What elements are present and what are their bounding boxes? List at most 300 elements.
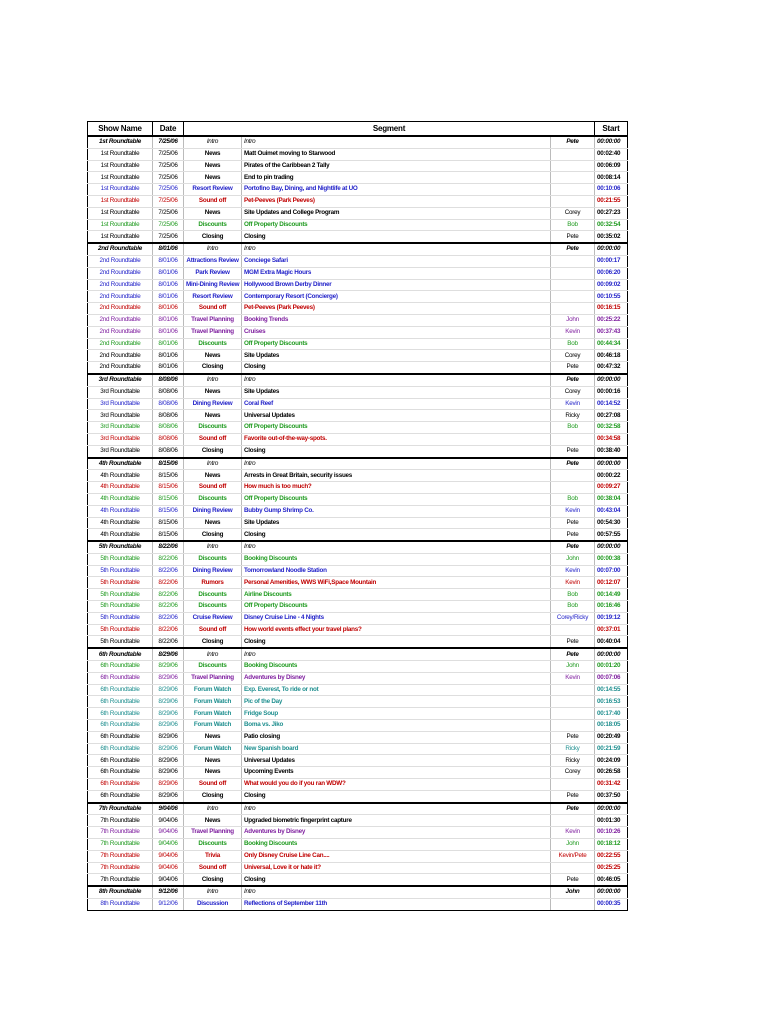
- host-cell[interactable]: Kevin: [551, 326, 595, 338]
- segment-cell[interactable]: Pirates of the Caribbean 2 Tally: [242, 160, 551, 172]
- show-name-cell[interactable]: 1st Roundtable: [88, 231, 153, 243]
- category-cell[interactable]: Travel Planning: [184, 672, 242, 684]
- start-time-cell[interactable]: 00:19:12: [595, 612, 628, 624]
- segment-cell[interactable]: End to pin trading: [242, 172, 551, 184]
- host-cell[interactable]: Pete: [551, 243, 595, 255]
- host-cell[interactable]: John: [551, 661, 595, 673]
- date-cell[interactable]: 8/08/06: [153, 386, 184, 398]
- host-cell[interactable]: Bob: [551, 219, 595, 231]
- date-cell[interactable]: 8/22/06: [153, 565, 184, 577]
- host-cell[interactable]: Pete: [551, 648, 595, 660]
- segment-cell[interactable]: Universal Updates: [242, 755, 551, 767]
- category-cell[interactable]: News: [184, 172, 242, 184]
- category-cell[interactable]: Closing: [184, 874, 242, 886]
- category-cell[interactable]: News: [184, 755, 242, 767]
- start-time-cell[interactable]: 00:10:26: [595, 827, 628, 839]
- host-cell[interactable]: Kevin: [551, 672, 595, 684]
- start-time-cell[interactable]: 00:37:50: [595, 790, 628, 802]
- segment-cell[interactable]: Favorite out-of-the-way-spots.: [242, 433, 551, 445]
- show-name-cell[interactable]: 1st Roundtable: [88, 148, 153, 160]
- category-cell[interactable]: Forum Watch: [184, 684, 242, 696]
- start-time-cell[interactable]: 00:35:02: [595, 231, 628, 243]
- start-time-cell[interactable]: 00:32:54: [595, 219, 628, 231]
- host-cell[interactable]: [551, 720, 595, 732]
- segment-cell[interactable]: Off Property Discounts: [242, 601, 551, 613]
- date-cell[interactable]: 8/29/06: [153, 790, 184, 802]
- show-name-cell[interactable]: 1st Roundtable: [88, 195, 153, 207]
- segment-cell[interactable]: Intro: [242, 458, 551, 470]
- start-time-cell[interactable]: 00:38:04: [595, 493, 628, 505]
- category-cell[interactable]: News: [184, 148, 242, 160]
- segment-cell[interactable]: Only Disney Cruise Line Can....: [242, 850, 551, 862]
- segment-cell[interactable]: Off Property Discounts: [242, 219, 551, 231]
- date-cell[interactable]: 8/22/06: [153, 541, 184, 553]
- category-cell[interactable]: News: [184, 517, 242, 529]
- show-name-cell[interactable]: 3rd Roundtable: [88, 374, 153, 386]
- date-cell[interactable]: 8/15/06: [153, 482, 184, 494]
- date-cell[interactable]: 7/25/06: [153, 219, 184, 231]
- date-cell[interactable]: 8/29/06: [153, 731, 184, 743]
- host-cell[interactable]: John: [551, 839, 595, 851]
- host-cell[interactable]: Bob: [551, 493, 595, 505]
- host-cell[interactable]: [551, 862, 595, 874]
- date-cell[interactable]: 8/29/06: [153, 684, 184, 696]
- segment-cell[interactable]: Arrests in Great Britain, security issues: [242, 470, 551, 482]
- host-cell[interactable]: [551, 708, 595, 720]
- start-time-cell[interactable]: 00:20:49: [595, 731, 628, 743]
- date-cell[interactable]: 8/22/06: [153, 601, 184, 613]
- category-cell[interactable]: Discounts: [184, 422, 242, 434]
- show-name-cell[interactable]: 2nd Roundtable: [88, 279, 153, 291]
- host-cell[interactable]: Pete: [551, 231, 595, 243]
- host-cell[interactable]: [551, 779, 595, 791]
- start-time-cell[interactable]: 00:47:32: [595, 362, 628, 374]
- date-cell[interactable]: 8/15/06: [153, 458, 184, 470]
- category-cell[interactable]: News: [184, 207, 242, 219]
- segment-cell[interactable]: Off Property Discounts: [242, 422, 551, 434]
- start-time-cell[interactable]: 00:00:00: [595, 374, 628, 386]
- category-cell[interactable]: Sound off: [184, 303, 242, 315]
- show-name-cell[interactable]: 8th Roundtable: [88, 886, 153, 898]
- segment-cell[interactable]: Intro: [242, 886, 551, 898]
- segment-cell[interactable]: Matt Ouimet moving to Starwood: [242, 148, 551, 160]
- show-name-cell[interactable]: 3rd Roundtable: [88, 410, 153, 422]
- show-name-cell[interactable]: 2nd Roundtable: [88, 267, 153, 279]
- start-time-cell[interactable]: 00:00:00: [595, 886, 628, 898]
- date-cell[interactable]: 8/29/06: [153, 648, 184, 660]
- category-cell[interactable]: Discounts: [184, 219, 242, 231]
- category-cell[interactable]: Resort Review: [184, 291, 242, 303]
- category-cell[interactable]: News: [184, 160, 242, 172]
- segment-cell[interactable]: Adventures by Disney: [242, 827, 551, 839]
- segment-cell[interactable]: Site Updates: [242, 517, 551, 529]
- show-name-cell[interactable]: 6th Roundtable: [88, 696, 153, 708]
- header-segment[interactable]: Segment: [184, 122, 595, 137]
- start-time-cell[interactable]: 00:00:00: [595, 458, 628, 470]
- date-cell[interactable]: 7/25/06: [153, 207, 184, 219]
- show-name-cell[interactable]: 6th Roundtable: [88, 661, 153, 673]
- segment-cell[interactable]: Booking Discounts: [242, 839, 551, 851]
- category-cell[interactable]: News: [184, 410, 242, 422]
- date-cell[interactable]: 8/01/06: [153, 350, 184, 362]
- category-cell[interactable]: Travel Planning: [184, 326, 242, 338]
- host-cell[interactable]: Bob: [551, 422, 595, 434]
- start-time-cell[interactable]: 00:16:15: [595, 303, 628, 315]
- category-cell[interactable]: News: [184, 350, 242, 362]
- segment-cell[interactable]: Disney Cruise Line - 4 Nights: [242, 612, 551, 624]
- segment-cell[interactable]: Boma vs. Jiko: [242, 720, 551, 732]
- category-cell[interactable]: Discounts: [184, 553, 242, 565]
- date-cell[interactable]: 7/25/06: [153, 231, 184, 243]
- host-cell[interactable]: Pete: [551, 362, 595, 374]
- start-time-cell[interactable]: 00:25:22: [595, 314, 628, 326]
- segment-cell[interactable]: Closing: [242, 445, 551, 457]
- host-cell[interactable]: [551, 255, 595, 267]
- date-cell[interactable]: 8/22/06: [153, 624, 184, 636]
- date-cell[interactable]: 9/04/06: [153, 862, 184, 874]
- category-cell[interactable]: News: [184, 767, 242, 779]
- category-cell[interactable]: Forum Watch: [184, 696, 242, 708]
- segment-cell[interactable]: Bubby Gump Shrimp Co.: [242, 505, 551, 517]
- category-cell[interactable]: Discounts: [184, 661, 242, 673]
- start-time-cell[interactable]: 00:16:46: [595, 601, 628, 613]
- host-cell[interactable]: Corey: [551, 207, 595, 219]
- segment-cell[interactable]: Portofino Bay, Dining, and Nightlife at UO: [242, 184, 551, 196]
- show-name-cell[interactable]: 8th Roundtable: [88, 899, 153, 911]
- category-cell[interactable]: Intro: [184, 243, 242, 255]
- show-name-cell[interactable]: 4th Roundtable: [88, 482, 153, 494]
- date-cell[interactable]: 9/04/06: [153, 839, 184, 851]
- host-cell[interactable]: [551, 148, 595, 160]
- date-cell[interactable]: 8/01/06: [153, 267, 184, 279]
- category-cell[interactable]: Discussion: [184, 899, 242, 911]
- show-name-cell[interactable]: 1st Roundtable: [88, 160, 153, 172]
- date-cell[interactable]: 8/01/06: [153, 255, 184, 267]
- start-time-cell[interactable]: 00:00:00: [595, 541, 628, 553]
- segment-cell[interactable]: Coral Reef: [242, 398, 551, 410]
- start-time-cell[interactable]: 00:18:12: [595, 839, 628, 851]
- show-name-cell[interactable]: 5th Roundtable: [88, 565, 153, 577]
- date-cell[interactable]: 9/12/06: [153, 899, 184, 911]
- date-cell[interactable]: 8/08/06: [153, 433, 184, 445]
- category-cell[interactable]: Forum Watch: [184, 743, 242, 755]
- start-time-cell[interactable]: 00:37:01: [595, 624, 628, 636]
- show-name-cell[interactable]: 4th Roundtable: [88, 517, 153, 529]
- start-time-cell[interactable]: 00:14:49: [595, 589, 628, 601]
- date-cell[interactable]: 8/29/06: [153, 696, 184, 708]
- start-time-cell[interactable]: 00:00:16: [595, 386, 628, 398]
- show-name-cell[interactable]: 2nd Roundtable: [88, 291, 153, 303]
- category-cell[interactable]: Forum Watch: [184, 720, 242, 732]
- start-time-cell[interactable]: 00:24:09: [595, 755, 628, 767]
- category-cell[interactable]: Intro: [184, 803, 242, 815]
- host-cell[interactable]: [551, 470, 595, 482]
- start-time-cell[interactable]: 00:54:30: [595, 517, 628, 529]
- date-cell[interactable]: 7/25/06: [153, 148, 184, 160]
- header-show-name[interactable]: Show Name: [88, 122, 153, 137]
- host-cell[interactable]: [551, 184, 595, 196]
- date-cell[interactable]: 8/01/06: [153, 338, 184, 350]
- host-cell[interactable]: Pete: [551, 445, 595, 457]
- show-name-cell[interactable]: 2nd Roundtable: [88, 350, 153, 362]
- show-name-cell[interactable]: 6th Roundtable: [88, 672, 153, 684]
- date-cell[interactable]: 8/01/06: [153, 291, 184, 303]
- show-name-cell[interactable]: 7th Roundtable: [88, 850, 153, 862]
- start-time-cell[interactable]: 00:00:00: [595, 648, 628, 660]
- segment-cell[interactable]: Site Updates and College Program: [242, 207, 551, 219]
- segment-cell[interactable]: Exp. Everest, To ride or not: [242, 684, 551, 696]
- show-name-cell[interactable]: 7th Roundtable: [88, 827, 153, 839]
- show-name-cell[interactable]: 2nd Roundtable: [88, 338, 153, 350]
- host-cell[interactable]: Pete: [551, 636, 595, 648]
- host-cell[interactable]: Ricky: [551, 755, 595, 767]
- host-cell[interactable]: [551, 899, 595, 911]
- category-cell[interactable]: Park Review: [184, 267, 242, 279]
- segment-cell[interactable]: Booking Trends: [242, 314, 551, 326]
- show-name-cell[interactable]: 7th Roundtable: [88, 803, 153, 815]
- show-name-cell[interactable]: 1st Roundtable: [88, 184, 153, 196]
- host-cell[interactable]: John: [551, 314, 595, 326]
- segment-cell[interactable]: Site Updates: [242, 386, 551, 398]
- show-name-cell[interactable]: 5th Roundtable: [88, 589, 153, 601]
- host-cell[interactable]: Kevin: [551, 505, 595, 517]
- host-cell[interactable]: Kevin: [551, 577, 595, 589]
- category-cell[interactable]: Rumors: [184, 577, 242, 589]
- show-name-cell[interactable]: 2nd Roundtable: [88, 303, 153, 315]
- host-cell[interactable]: [551, 279, 595, 291]
- start-time-cell[interactable]: 00:10:06: [595, 184, 628, 196]
- show-name-cell[interactable]: 6th Roundtable: [88, 648, 153, 660]
- segment-cell[interactable]: Airline Discounts: [242, 589, 551, 601]
- segment-cell[interactable]: Intro: [242, 136, 551, 148]
- start-time-cell[interactable]: 00:26:58: [595, 767, 628, 779]
- date-cell[interactable]: 8/29/06: [153, 672, 184, 684]
- date-cell[interactable]: 8/22/06: [153, 589, 184, 601]
- segment-cell[interactable]: Intro: [242, 243, 551, 255]
- show-name-cell[interactable]: 2nd Roundtable: [88, 255, 153, 267]
- date-cell[interactable]: 8/29/06: [153, 708, 184, 720]
- host-cell[interactable]: [551, 624, 595, 636]
- start-time-cell[interactable]: 00:00:17: [595, 255, 628, 267]
- host-cell[interactable]: Bob: [551, 338, 595, 350]
- date-cell[interactable]: 8/08/06: [153, 374, 184, 386]
- show-name-cell[interactable]: 5th Roundtable: [88, 601, 153, 613]
- host-cell[interactable]: Pete: [551, 136, 595, 148]
- show-name-cell[interactable]: 6th Roundtable: [88, 743, 153, 755]
- show-name-cell[interactable]: 6th Roundtable: [88, 720, 153, 732]
- host-cell[interactable]: [551, 195, 595, 207]
- category-cell[interactable]: Intro: [184, 458, 242, 470]
- category-cell[interactable]: News: [184, 731, 242, 743]
- date-cell[interactable]: 8/15/06: [153, 493, 184, 505]
- date-cell[interactable]: 9/04/06: [153, 850, 184, 862]
- segment-cell[interactable]: Closing: [242, 231, 551, 243]
- show-name-cell[interactable]: 6th Roundtable: [88, 731, 153, 743]
- start-time-cell[interactable]: 00:21:59: [595, 743, 628, 755]
- show-name-cell[interactable]: 6th Roundtable: [88, 790, 153, 802]
- host-cell[interactable]: [551, 267, 595, 279]
- category-cell[interactable]: Forum Watch: [184, 708, 242, 720]
- host-cell[interactable]: Pete: [551, 790, 595, 802]
- date-cell[interactable]: 8/08/06: [153, 445, 184, 457]
- host-cell[interactable]: Kevin: [551, 565, 595, 577]
- start-time-cell[interactable]: 00:14:55: [595, 684, 628, 696]
- date-cell[interactable]: 8/15/06: [153, 529, 184, 541]
- segment-cell[interactable]: Adventures by Disney: [242, 672, 551, 684]
- host-cell[interactable]: Ricky: [551, 743, 595, 755]
- date-cell[interactable]: 9/04/06: [153, 874, 184, 886]
- date-cell[interactable]: 9/04/06: [153, 827, 184, 839]
- host-cell[interactable]: Pete: [551, 803, 595, 815]
- show-name-cell[interactable]: 2nd Roundtable: [88, 243, 153, 255]
- start-time-cell[interactable]: 00:25:25: [595, 862, 628, 874]
- host-cell[interactable]: Corey: [551, 767, 595, 779]
- segment-cell[interactable]: How world events effect your travel plans?: [242, 624, 551, 636]
- date-cell[interactable]: 8/29/06: [153, 661, 184, 673]
- category-cell[interactable]: Travel Planning: [184, 827, 242, 839]
- date-cell[interactable]: 8/15/06: [153, 505, 184, 517]
- segment-cell[interactable]: Personal Amenities, WWS WiFi,Space Mountain: [242, 577, 551, 589]
- start-time-cell[interactable]: 00:14:52: [595, 398, 628, 410]
- category-cell[interactable]: Dining Review: [184, 565, 242, 577]
- date-cell[interactable]: 8/08/06: [153, 398, 184, 410]
- show-name-cell[interactable]: 5th Roundtable: [88, 553, 153, 565]
- category-cell[interactable]: Closing: [184, 790, 242, 802]
- host-cell[interactable]: Pete: [551, 517, 595, 529]
- segment-cell[interactable]: Pic of the Day: [242, 696, 551, 708]
- category-cell[interactable]: Intro: [184, 136, 242, 148]
- date-cell[interactable]: 8/01/06: [153, 303, 184, 315]
- segment-cell[interactable]: Closing: [242, 874, 551, 886]
- header-date[interactable]: Date: [153, 122, 184, 137]
- start-time-cell[interactable]: 00:37:43: [595, 326, 628, 338]
- category-cell[interactable]: Intro: [184, 648, 242, 660]
- date-cell[interactable]: 8/01/06: [153, 279, 184, 291]
- start-time-cell[interactable]: 00:00:00: [595, 243, 628, 255]
- start-time-cell[interactable]: 00:06:09: [595, 160, 628, 172]
- show-name-cell[interactable]: 7th Roundtable: [88, 839, 153, 851]
- host-cell[interactable]: [551, 815, 595, 827]
- date-cell[interactable]: 8/15/06: [153, 517, 184, 529]
- host-cell[interactable]: [551, 482, 595, 494]
- start-time-cell[interactable]: 00:31:42: [595, 779, 628, 791]
- start-time-cell[interactable]: 00:00:22: [595, 470, 628, 482]
- show-name-cell[interactable]: 3rd Roundtable: [88, 445, 153, 457]
- show-name-cell[interactable]: 4th Roundtable: [88, 470, 153, 482]
- show-name-cell[interactable]: 6th Roundtable: [88, 708, 153, 720]
- category-cell[interactable]: Travel Planning: [184, 314, 242, 326]
- start-time-cell[interactable]: 00:46:05: [595, 874, 628, 886]
- segment-cell[interactable]: Intro: [242, 374, 551, 386]
- date-cell[interactable]: 8/01/06: [153, 314, 184, 326]
- segment-cell[interactable]: Intro: [242, 648, 551, 660]
- date-cell[interactable]: 9/12/06: [153, 886, 184, 898]
- start-time-cell[interactable]: 00:21:55: [595, 195, 628, 207]
- category-cell[interactable]: Attractions Review: [184, 255, 242, 267]
- host-cell[interactable]: Pete: [551, 374, 595, 386]
- segment-cell[interactable]: Off Property Discounts: [242, 338, 551, 350]
- date-cell[interactable]: 9/04/06: [153, 803, 184, 815]
- category-cell[interactable]: Discounts: [184, 839, 242, 851]
- start-time-cell[interactable]: 00:16:53: [595, 696, 628, 708]
- date-cell[interactable]: 7/25/06: [153, 172, 184, 184]
- start-time-cell[interactable]: 00:44:34: [595, 338, 628, 350]
- start-time-cell[interactable]: 00:07:00: [595, 565, 628, 577]
- host-cell[interactable]: [551, 303, 595, 315]
- category-cell[interactable]: News: [184, 815, 242, 827]
- show-name-cell[interactable]: 4th Roundtable: [88, 505, 153, 517]
- category-cell[interactable]: News: [184, 470, 242, 482]
- segment-cell[interactable]: Closing: [242, 636, 551, 648]
- start-time-cell[interactable]: 00:07:06: [595, 672, 628, 684]
- host-cell[interactable]: Pete: [551, 731, 595, 743]
- show-name-cell[interactable]: 7th Roundtable: [88, 862, 153, 874]
- segment-cell[interactable]: Intro: [242, 541, 551, 553]
- category-cell[interactable]: Closing: [184, 362, 242, 374]
- start-time-cell[interactable]: 00:40:04: [595, 636, 628, 648]
- category-cell[interactable]: Closing: [184, 529, 242, 541]
- host-cell[interactable]: John: [551, 553, 595, 565]
- start-time-cell[interactable]: 00:46:18: [595, 350, 628, 362]
- show-name-cell[interactable]: 4th Roundtable: [88, 493, 153, 505]
- category-cell[interactable]: Resort Review: [184, 184, 242, 196]
- host-cell[interactable]: Pete: [551, 874, 595, 886]
- category-cell[interactable]: Discounts: [184, 493, 242, 505]
- start-time-cell[interactable]: 00:27:08: [595, 410, 628, 422]
- start-time-cell[interactable]: 00:38:40: [595, 445, 628, 457]
- start-time-cell[interactable]: 00:12:07: [595, 577, 628, 589]
- host-cell[interactable]: Corey: [551, 386, 595, 398]
- category-cell[interactable]: News: [184, 386, 242, 398]
- category-cell[interactable]: Closing: [184, 636, 242, 648]
- host-cell[interactable]: John: [551, 886, 595, 898]
- show-name-cell[interactable]: 1st Roundtable: [88, 136, 153, 148]
- segment-cell[interactable]: Booking Discounts: [242, 661, 551, 673]
- host-cell[interactable]: Pete: [551, 541, 595, 553]
- start-time-cell[interactable]: 00:09:02: [595, 279, 628, 291]
- start-time-cell[interactable]: 00:34:58: [595, 433, 628, 445]
- segment-cell[interactable]: Pet-Peeves (Park Peeves): [242, 303, 551, 315]
- start-time-cell[interactable]: 00:32:58: [595, 422, 628, 434]
- show-name-cell[interactable]: 6th Roundtable: [88, 684, 153, 696]
- show-name-cell[interactable]: 3rd Roundtable: [88, 398, 153, 410]
- start-time-cell[interactable]: 00:06:20: [595, 267, 628, 279]
- date-cell[interactable]: 8/29/06: [153, 755, 184, 767]
- segment-cell[interactable]: Hollywood Brown Derby Dinner: [242, 279, 551, 291]
- start-time-cell[interactable]: 00:00:38: [595, 553, 628, 565]
- date-cell[interactable]: 7/25/06: [153, 184, 184, 196]
- show-name-cell[interactable]: 3rd Roundtable: [88, 433, 153, 445]
- segment-cell[interactable]: Universal, Love it or hate it?: [242, 862, 551, 874]
- start-time-cell[interactable]: 00:02:40: [595, 148, 628, 160]
- host-cell[interactable]: Bob: [551, 589, 595, 601]
- host-cell[interactable]: Ricky: [551, 410, 595, 422]
- segment-cell[interactable]: Booking Discounts: [242, 553, 551, 565]
- start-time-cell[interactable]: 00:00:00: [595, 803, 628, 815]
- date-cell[interactable]: 8/22/06: [153, 577, 184, 589]
- segment-cell[interactable]: Patio closing: [242, 731, 551, 743]
- date-cell[interactable]: 8/08/06: [153, 422, 184, 434]
- date-cell[interactable]: 8/29/06: [153, 767, 184, 779]
- category-cell[interactable]: Discounts: [184, 338, 242, 350]
- category-cell[interactable]: Sound off: [184, 779, 242, 791]
- date-cell[interactable]: 8/08/06: [153, 410, 184, 422]
- category-cell[interactable]: Sound off: [184, 624, 242, 636]
- header-start[interactable]: Start: [595, 122, 628, 137]
- date-cell[interactable]: 8/22/06: [153, 553, 184, 565]
- start-time-cell[interactable]: 00:18:05: [595, 720, 628, 732]
- segment-cell[interactable]: Upcoming Events: [242, 767, 551, 779]
